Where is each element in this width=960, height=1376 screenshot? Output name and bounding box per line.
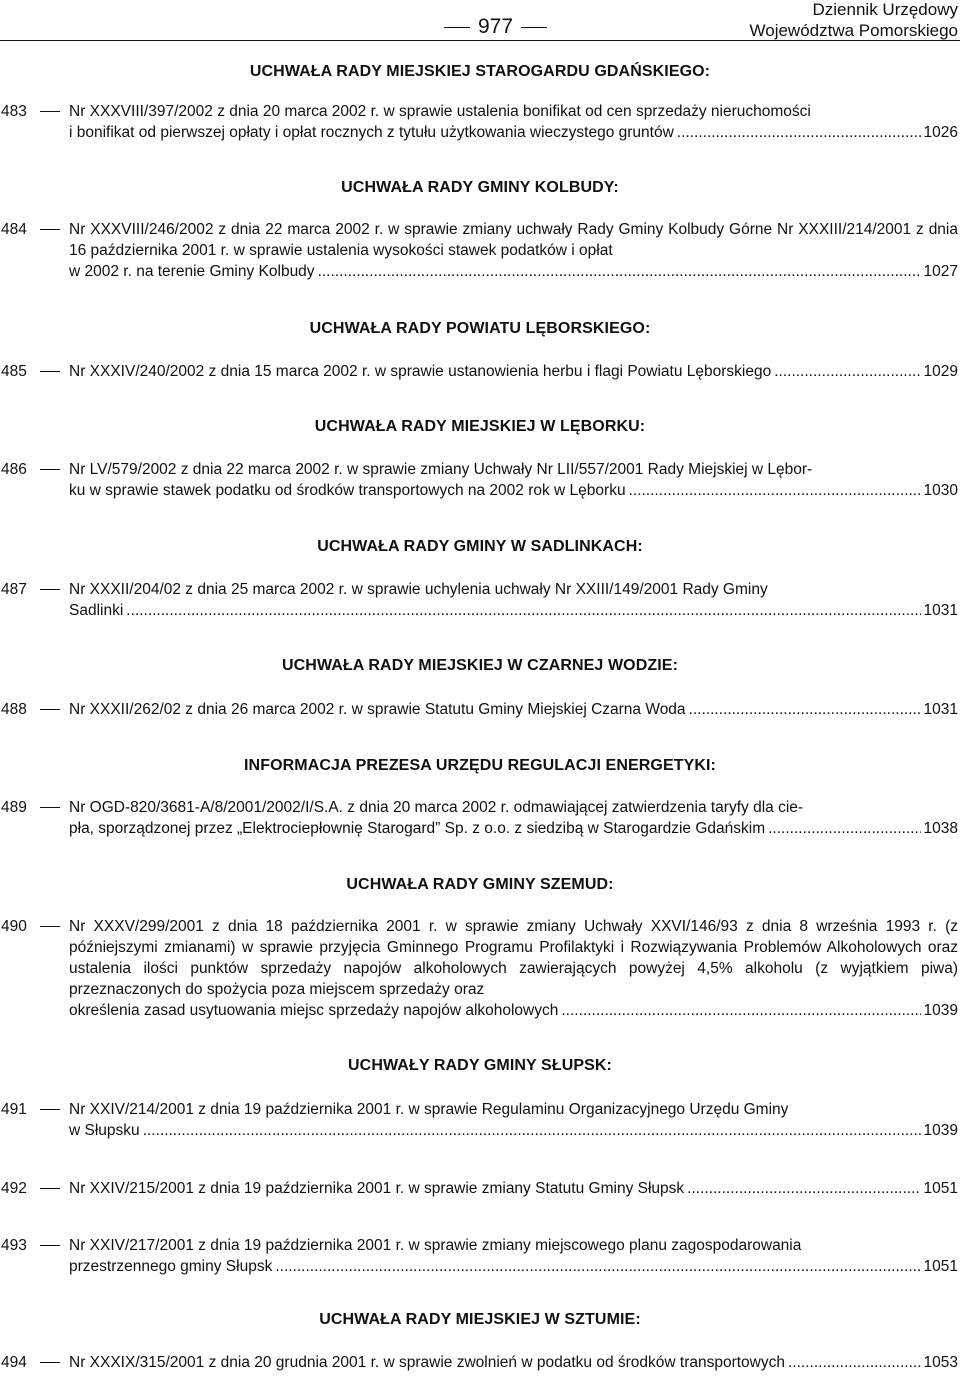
- entry-text: Nr XXXV/299/2001 z dnia 18 października 2001 r. w sprawie zmiany Uchwały XXVI/146/93 z dnia 8 września 1993 r. (z późniejszymi zmianami) w sprawie przyjęcia Gminnego Programu Profilaktyki i Rozwiązywania Problemów Alkoholowych oraz ustalenia ilości punktów sprzedaży napojów alkoholowych zawierających powyżej 4,5% alkoholu (z wyjątkiem piwa) przeznaczonych do spożycia poza miejscem sprzedaży oraz: [69, 918, 958, 998]
- entry-last-line: [69, 818, 958, 839]
- entry-last-text: pła, sporządzonej przez „Elektrociepłownię Starogard” Sp. z o.o. z siedzibą w Starogardzie Gdańskim: [69, 820, 766, 837]
- dot-leader: [318, 261, 921, 282]
- entry-body: [69, 101, 958, 143]
- entry-dash: [40, 807, 60, 808]
- entry-page: 1051: [923, 1258, 958, 1275]
- entry-body: [69, 1178, 958, 1199]
- section-heading: INFORMACJA PREZESA URZĘDU REGULACJI ENERGETYKI:: [244, 757, 716, 774]
- entry-last-line: [69, 480, 958, 501]
- entry-number: 486: [1, 461, 27, 478]
- entry-body: [69, 219, 958, 282]
- entry-number: 494: [1, 1354, 27, 1371]
- dot-leader: [275, 1256, 920, 1277]
- journal-title-line2: Województwa Pomorskiego: [749, 21, 958, 40]
- page-number-right-dash: [521, 27, 547, 28]
- entry-last-line: [69, 122, 958, 143]
- entry-number: 492: [1, 1180, 27, 1197]
- entry-last-line: [69, 1178, 958, 1199]
- entry-text: Nr LV/579/2002 z dnia 22 marca 2002 r. w sprawie zmiany Uchwały Nr LII/557/2001 Rady Miejskiej w Lębor-: [69, 461, 813, 478]
- dot-leader: [126, 600, 920, 621]
- entry-page: 1039: [923, 1002, 958, 1019]
- page-number-left-dash: [444, 27, 470, 28]
- section-heading: UCHWAŁA RADY GMINY KOLBUDY:: [341, 179, 619, 196]
- entry-number: 483: [1, 103, 27, 120]
- entry-dash: [40, 1245, 60, 1246]
- entry-last-text: i bonifikat od pierwszej opłaty i opłat rocznych z tytułu użytkowania wieczystego gruntów: [69, 124, 674, 141]
- entry-last-line: [69, 361, 958, 382]
- entry-text: Nr XXXVIII/397/2002 z dnia 20 marca 2002 r. w sprawie ustalenia bonifikat od cen sprzedaży nieruchomości: [69, 103, 811, 120]
- section-heading: UCHWAŁA RADY POWIATU LĘBORSKIEGO:: [309, 320, 651, 337]
- entry-last-text: określenia zasad usytuowania miejsc sprzedaży napojów alkoholowych: [69, 1002, 559, 1019]
- journal-title-line1: Dziennik Urzędowy: [812, 0, 958, 19]
- section-heading: UCHWAŁY RADY GMINY SŁUPSK:: [348, 1057, 612, 1074]
- entry-number: 491: [1, 1101, 27, 1118]
- entry-page: 1038: [923, 820, 958, 837]
- header-rule: [0, 40, 960, 41]
- entry-body: [69, 361, 958, 382]
- entry-body: [69, 459, 958, 501]
- section-heading: UCHWAŁA RADY MIEJSKIEJ STAROGARDU GDAŃSKIEGO:: [249, 63, 711, 80]
- entry-dash: [40, 589, 60, 590]
- entry-page: 1031: [923, 602, 958, 619]
- entry-number: 490: [1, 918, 27, 935]
- entry-body: [69, 699, 958, 720]
- entry-last-line: [69, 1256, 958, 1277]
- dot-leader: [561, 1000, 920, 1021]
- dot-leader: [768, 818, 920, 839]
- entry-page: 1051: [923, 1180, 958, 1197]
- section-heading: UCHWAŁA RADY MIEJSKIEJ W CZARNEJ WODZIE:: [281, 657, 678, 674]
- section-heading: UCHWAŁA RADY MIEJSKIEJ W LĘBORKU:: [314, 418, 646, 435]
- entry-number: 489: [1, 799, 27, 816]
- dot-leader: [143, 1120, 921, 1141]
- entry-number: 493: [1, 1237, 27, 1254]
- entry-dash: [40, 1188, 60, 1189]
- entry-dash: [40, 111, 60, 112]
- entry-dash: [40, 229, 60, 230]
- entry-last-text: Nr XXXIX/315/2001 z dnia 20 grudnia 2001 r. w sprawie zwolnień w podatku od środków transportowych: [69, 1354, 785, 1371]
- entry-last-text: przestrzennego gminy Słupsk: [69, 1258, 273, 1275]
- entry-page: 1053: [923, 1354, 958, 1371]
- section-heading: UCHWAŁA RADY GMINY W SADLINKACH:: [317, 538, 643, 555]
- entry-page: 1031: [923, 701, 958, 718]
- entry-last-line: [69, 1000, 958, 1021]
- entry-last-line: [69, 600, 958, 621]
- entry-page: 1027: [923, 263, 958, 280]
- entry-last-line: [69, 261, 958, 282]
- dot-leader: [689, 699, 921, 720]
- entry-dash: [40, 1109, 60, 1110]
- entry-last-text: ku w sprawie stawek podatku od środków transportowych na 2002 rok w Lęborku: [69, 482, 626, 499]
- dot-leader: [629, 480, 921, 501]
- entry-body: [69, 579, 958, 621]
- entry-number: 484: [1, 221, 27, 238]
- entry-page: 1029: [923, 363, 958, 380]
- entry-body: [69, 1099, 958, 1141]
- dot-leader: [774, 361, 920, 382]
- page-number-text: 977: [478, 15, 514, 38]
- entry-dash: [40, 709, 60, 710]
- entry-last-text: Sadlinki: [69, 602, 124, 619]
- entry-last-text: Nr XXIV/215/2001 z dnia 19 października 2001 r. w sprawie zmiany Statutu Gminy Słupsk: [69, 1180, 685, 1197]
- entry-last-text: w 2002 r. na terenie Gminy Kolbudy: [69, 263, 315, 280]
- entry-page: 1039: [923, 1122, 958, 1139]
- entry-body: [69, 1352, 958, 1373]
- entry-text: Nr XXXVIII/246/2002 z dnia 22 marca 2002 r. w sprawie zmiany uchwały Rady Gminy Kolbudy Górne Nr XXXIII/214/2001 z dnia 16 października 2001 r. w sprawie ustalenia wysokości stawek podatków i opłat: [69, 221, 958, 259]
- entry-number: 485: [1, 363, 27, 380]
- entry-last-text: Nr XXXII/262/02 z dnia 26 marca 2002 r. w sprawie Statutu Gminy Miejskiej Czarna Woda: [69, 701, 686, 718]
- entry-number: 487: [1, 581, 27, 598]
- entry-body: [69, 797, 958, 839]
- entry-dash: [40, 371, 60, 372]
- section-heading: UCHWAŁA RADY MIEJSKIEJ W SZTUMIE:: [319, 1311, 641, 1328]
- entry-text: Nr OGD-820/3681-A/8/2001/2002/I/S.A. z dnia 20 marca 2002 r. odmawiającej zatwierdzenia taryfy dla cie-: [69, 799, 804, 816]
- entry-last-line: [69, 1352, 958, 1373]
- entry-page: 1026: [923, 124, 958, 141]
- entry-last-text: Nr XXXIV/240/2002 z dnia 15 marca 2002 r. w sprawie ustanowienia herbu i flagi Powiatu Lęborskiego: [69, 363, 772, 380]
- entry-number: 488: [1, 701, 27, 718]
- section-heading: UCHWAŁA RADY GMINY SZEMUD:: [346, 876, 614, 893]
- page-number: [436, 15, 555, 39]
- entry-last-line: [69, 699, 958, 720]
- entry-text: Nr XXIV/217/2001 z dnia 19 października 2001 r. w sprawie zmiany miejscowego planu zagospodarowania: [69, 1237, 802, 1254]
- entry-dash: [40, 926, 60, 927]
- page-header: [0, 0, 960, 42]
- entry-text: Nr XXXII/204/02 z dnia 25 marca 2002 r. w sprawie uchylenia uchwały Nr XXIII/149/2001 Rady Gminy: [69, 581, 768, 598]
- entry-dash: [40, 469, 60, 470]
- entry-page: 1030: [923, 482, 958, 499]
- entry-last-text: w Słupsku: [69, 1122, 140, 1139]
- entry-text: Nr XXIV/214/2001 z dnia 19 października 2001 r. w sprawie Regulaminu Organizacyjnego Urzędu Gminy: [69, 1101, 789, 1118]
- entry-last-line: [69, 1120, 958, 1141]
- dot-leader: [788, 1352, 921, 1373]
- dot-leader: [677, 122, 921, 143]
- entry-body: [69, 916, 958, 1021]
- entry-dash: [40, 1362, 60, 1363]
- dot-leader: [687, 1178, 920, 1199]
- journal-title: [750, 0, 959, 41]
- entry-body: [69, 1235, 958, 1277]
